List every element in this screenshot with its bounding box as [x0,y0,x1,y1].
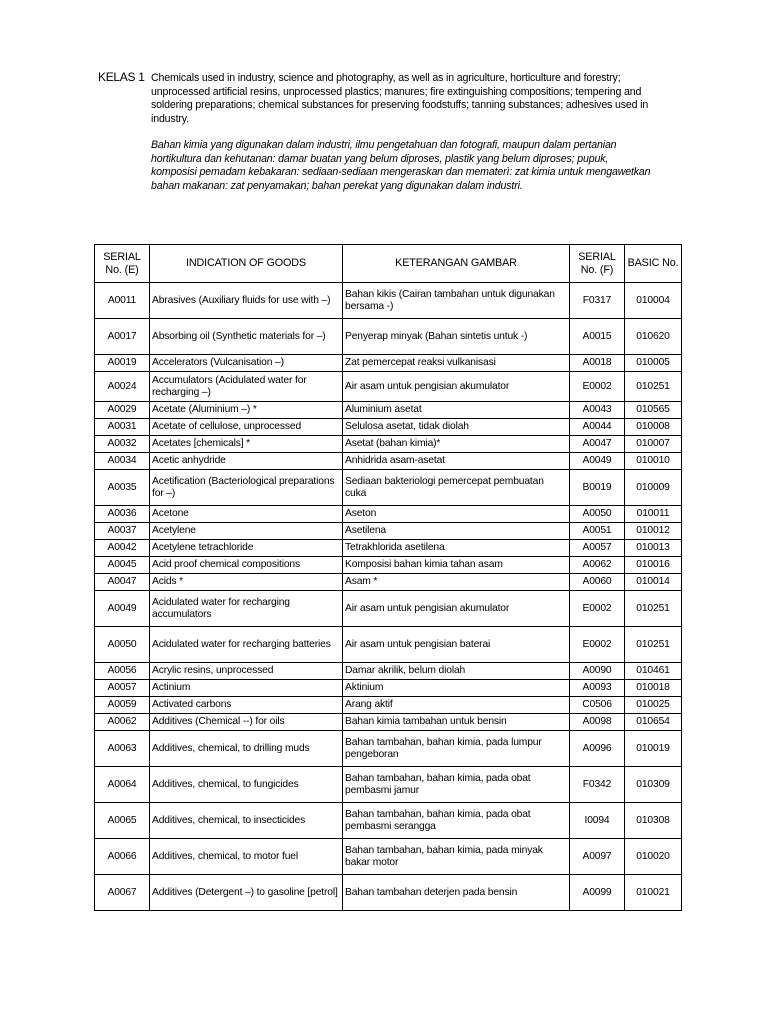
cell-indication-of-goods: Acids * [150,574,343,591]
header-serial-e: SERIAL No. (E) [95,245,150,283]
cell-serial-e: A0067 [95,875,150,911]
table-row [95,875,682,911]
cell-indication-of-goods: Acetate of cellulose, unprocessed [150,419,343,436]
table-header-row [95,245,682,283]
cell-keterangan-gambar: Penyerap minyak (Bahan sintetis untuk -) [343,319,570,355]
cell-keterangan-gambar: Sediaan bakteriologi pemercepat pembuatan cuka [343,470,570,506]
cell-basic-no: 010005 [625,355,682,372]
cell-serial-f: A0018 [570,355,625,372]
cell-indication-of-goods: Accumulators (Acidulated water for recharging –) [150,372,343,402]
cell-basic-no: 010011 [625,506,682,523]
cell-indication-of-goods: Activated carbons [150,697,343,714]
header-keterangan-gambar: KETERANGAN GAMBAR [343,245,570,283]
cell-indication-of-goods: Additives (Chemical --) for oils [150,714,343,731]
table-row [95,470,682,506]
cell-serial-e: A0050 [95,627,150,663]
cell-serial-f: E0002 [570,372,625,402]
cell-keterangan-gambar: Asetat (bahan kimia)* [343,436,570,453]
table-row [95,591,682,627]
cell-serial-e: A0024 [95,372,150,402]
cell-keterangan-gambar: Aseton [343,506,570,523]
cell-serial-f: E0002 [570,627,625,663]
cell-indication-of-goods: Acetic anhydride [150,453,343,470]
table-row [95,540,682,557]
table-row [95,839,682,875]
cell-basic-no: 010013 [625,540,682,557]
cell-serial-e: A0057 [95,680,150,697]
cell-keterangan-gambar: Bahan tambahan, bahan kimia, pada minyak bakar motor [343,839,570,875]
cell-indication-of-goods: Acid proof chemical compositions [150,557,343,574]
cell-serial-e: A0011 [95,283,150,319]
cell-basic-no: 010008 [625,419,682,436]
table-row [95,803,682,839]
cell-serial-f: A0097 [570,839,625,875]
cell-basic-no: 010251 [625,372,682,402]
cell-indication-of-goods: Accelerators (Vulcanisation –) [150,355,343,372]
cell-serial-e: A0037 [95,523,150,540]
cell-keterangan-gambar: Bahan tambahan, bahan kimia, pada obat pembasmi serangga [343,803,570,839]
cell-serial-e: A0063 [95,731,150,767]
cell-indication-of-goods: Additives, chemical, to motor fuel [150,839,343,875]
cell-basic-no: 010620 [625,319,682,355]
table-row [95,372,682,402]
table-row [95,283,682,319]
header-basic-no: BASIC No. [625,245,682,283]
cell-serial-e: A0059 [95,697,150,714]
cell-indication-of-goods: Acetates [chemicals] * [150,436,343,453]
cell-indication-of-goods: Acetylene [150,523,343,540]
cell-keterangan-gambar: Air asam untuk pengisian baterai [343,627,570,663]
cell-serial-f: A0093 [570,680,625,697]
cell-indication-of-goods: Acidulated water for recharging accumulators [150,591,343,627]
table-row [95,714,682,731]
cell-serial-f: B0019 [570,470,625,506]
cell-keterangan-gambar: Asetilena [343,523,570,540]
cell-basic-no: 010309 [625,767,682,803]
cell-indication-of-goods: Additives, chemical, to insecticides [150,803,343,839]
cell-indication-of-goods: Actinium [150,680,343,697]
cell-indication-of-goods: Additives, chemical, to fungicides [150,767,343,803]
cell-serial-e: A0029 [95,402,150,419]
cell-indication-of-goods: Additives (Detergent –) to gasoline [petrol] [150,875,343,911]
cell-serial-e: A0034 [95,453,150,470]
cell-serial-e: A0017 [95,319,150,355]
cell-serial-f: A0096 [570,731,625,767]
cell-keterangan-gambar: Asam * [343,574,570,591]
cell-serial-f: F0317 [570,283,625,319]
cell-serial-e: A0064 [95,767,150,803]
cell-basic-no: 010007 [625,436,682,453]
cell-keterangan-gambar: Arang aktif [343,697,570,714]
cell-basic-no: 010461 [625,663,682,680]
cell-serial-e: A0056 [95,663,150,680]
cell-keterangan-gambar: Zat pemercepat reaksi vulkanisasi [343,355,570,372]
cell-serial-e: A0045 [95,557,150,574]
cell-keterangan-gambar: Anhidrida asam-asetat [343,453,570,470]
cell-serial-f: A0015 [570,319,625,355]
cell-keterangan-gambar: Komposisi bahan kimia tahan asam [343,557,570,574]
cell-serial-e: A0049 [95,591,150,627]
cell-keterangan-gambar: Bahan kimia tambahan untuk bensin [343,714,570,731]
table-row [95,557,682,574]
cell-serial-f: A0057 [570,540,625,557]
table-row [95,680,682,697]
cell-indication-of-goods: Acetone [150,506,343,523]
cell-keterangan-gambar: Aluminium asetat [343,402,570,419]
cell-keterangan-gambar: Bahan tambahan, bahan kimia, pada obat pembasmi jamur [343,767,570,803]
class-description-english: Chemicals used in industry, science and photography, as well as in agriculture, horticulture and forestry; unprocessed artificial resins, unprocessed plastics; manures; fire extinguishing compositions; tempering and soldering preparations; chemical substances for preserving foodstuffs; tanning substances; adhesives used in industry. [151,72,649,125]
cell-serial-f: A0044 [570,419,625,436]
cell-basic-no: 010025 [625,697,682,714]
header-serial-f: SERIAL No. (F) [570,245,625,283]
cell-serial-e: A0066 [95,839,150,875]
cell-serial-e: A0035 [95,470,150,506]
table-row [95,355,682,372]
cell-basic-no: 010019 [625,731,682,767]
cell-basic-no: 010010 [625,453,682,470]
cell-serial-e: A0047 [95,574,150,591]
cell-serial-f: A0049 [570,453,625,470]
cell-serial-e: A0036 [95,506,150,523]
table-row [95,697,682,714]
table-row [95,663,682,680]
cell-basic-no: 010014 [625,574,682,591]
cell-serial-f: F0342 [570,767,625,803]
cell-basic-no: 010020 [625,839,682,875]
cell-indication-of-goods: Additives, chemical, to drilling muds [150,731,343,767]
cell-keterangan-gambar: Air asam untuk pengisian akumulator [343,591,570,627]
cell-serial-e: A0031 [95,419,150,436]
cell-serial-f: C0506 [570,697,625,714]
cell-indication-of-goods: Acetylene tetrachloride [150,540,343,557]
table-row [95,627,682,663]
class-label: KELAS 1 [98,70,145,84]
cell-indication-of-goods: Abrasives (Auxiliary fluids for use with –) [150,283,343,319]
cell-keterangan-gambar: Aktinium [343,680,570,697]
cell-serial-f: A0098 [570,714,625,731]
cell-keterangan-gambar: Damar akrilik, belum diolah [343,663,570,680]
cell-basic-no: 010251 [625,591,682,627]
cell-basic-no: 010251 [625,627,682,663]
cell-serial-f: I0094 [570,803,625,839]
table-row [95,731,682,767]
cell-basic-no: 010012 [625,523,682,540]
table-row [95,419,682,436]
cell-basic-no: 010018 [625,680,682,697]
cell-serial-f: A0090 [570,663,625,680]
cell-serial-f: A0051 [570,523,625,540]
class-description-indonesian: Bahan kimia yang digunakan dalam industri, ilmu pengetahuan dan fotografi, maupun dalam pertanian hortikultura dan kehutanan: damar buatan yang belum diproses, plastik yang belum diproses; pupuk, komposisi pemadam kebakaran: sediaan-sediaan mengeraskan dan mematerì: zat kimia untuk mengawetkan bahan makanan: zat penyamakan; bahan perekat yang digunakan dalam industri. [151,139,651,192]
table-row [95,574,682,591]
cell-serial-f: A0043 [570,402,625,419]
cell-basic-no: 010565 [625,402,682,419]
cell-keterangan-gambar: Bahan tambahan deterjen pada bensin [343,875,570,911]
table-row [95,402,682,419]
cell-basic-no: 010308 [625,803,682,839]
cell-keterangan-gambar: Bahan kikis (Cairan tambahan untuk digunakan bersama -) [343,283,570,319]
cell-serial-e: A0065 [95,803,150,839]
cell-indication-of-goods: Acetification (Bacteriological preparations for –) [150,470,343,506]
cell-serial-e: A0042 [95,540,150,557]
cell-indication-of-goods: Acidulated water for recharging batteries [150,627,343,663]
table-row [95,319,682,355]
cell-serial-f: A0050 [570,506,625,523]
cell-indication-of-goods: Acrylic resins, unprocessed [150,663,343,680]
cell-serial-f: A0099 [570,875,625,911]
cell-indication-of-goods: Acetate (Aluminium –) * [150,402,343,419]
cell-keterangan-gambar: Bahan tambahan, bahan kimia, pada lumpur pengeboran [343,731,570,767]
cell-serial-e: A0019 [95,355,150,372]
header-indication-of-goods: INDICATION OF GOODS [150,245,343,283]
table-row [95,453,682,470]
cell-basic-no: 010009 [625,470,682,506]
cell-serial-f: A0062 [570,557,625,574]
table-row [95,506,682,523]
table-row [95,767,682,803]
cell-keterangan-gambar: Air asam untuk pengisian akumulator [343,372,570,402]
cell-keterangan-gambar: Selulosa asetat, tidak diolah [343,419,570,436]
cell-indication-of-goods: Absorbing oil (Synthetic materials for –) [150,319,343,355]
cell-serial-f: A0060 [570,574,625,591]
cell-basic-no: 010016 [625,557,682,574]
cell-basic-no: 010654 [625,714,682,731]
cell-serial-e: A0062 [95,714,150,731]
cell-keterangan-gambar: Tetrakhlorida asetilena [343,540,570,557]
goods-table [94,244,682,911]
cell-basic-no: 010004 [625,283,682,319]
cell-basic-no: 010021 [625,875,682,911]
cell-serial-e: A0032 [95,436,150,453]
cell-serial-f: E0002 [570,591,625,627]
cell-serial-f: A0047 [570,436,625,453]
table-row [95,523,682,540]
table-row [95,436,682,453]
